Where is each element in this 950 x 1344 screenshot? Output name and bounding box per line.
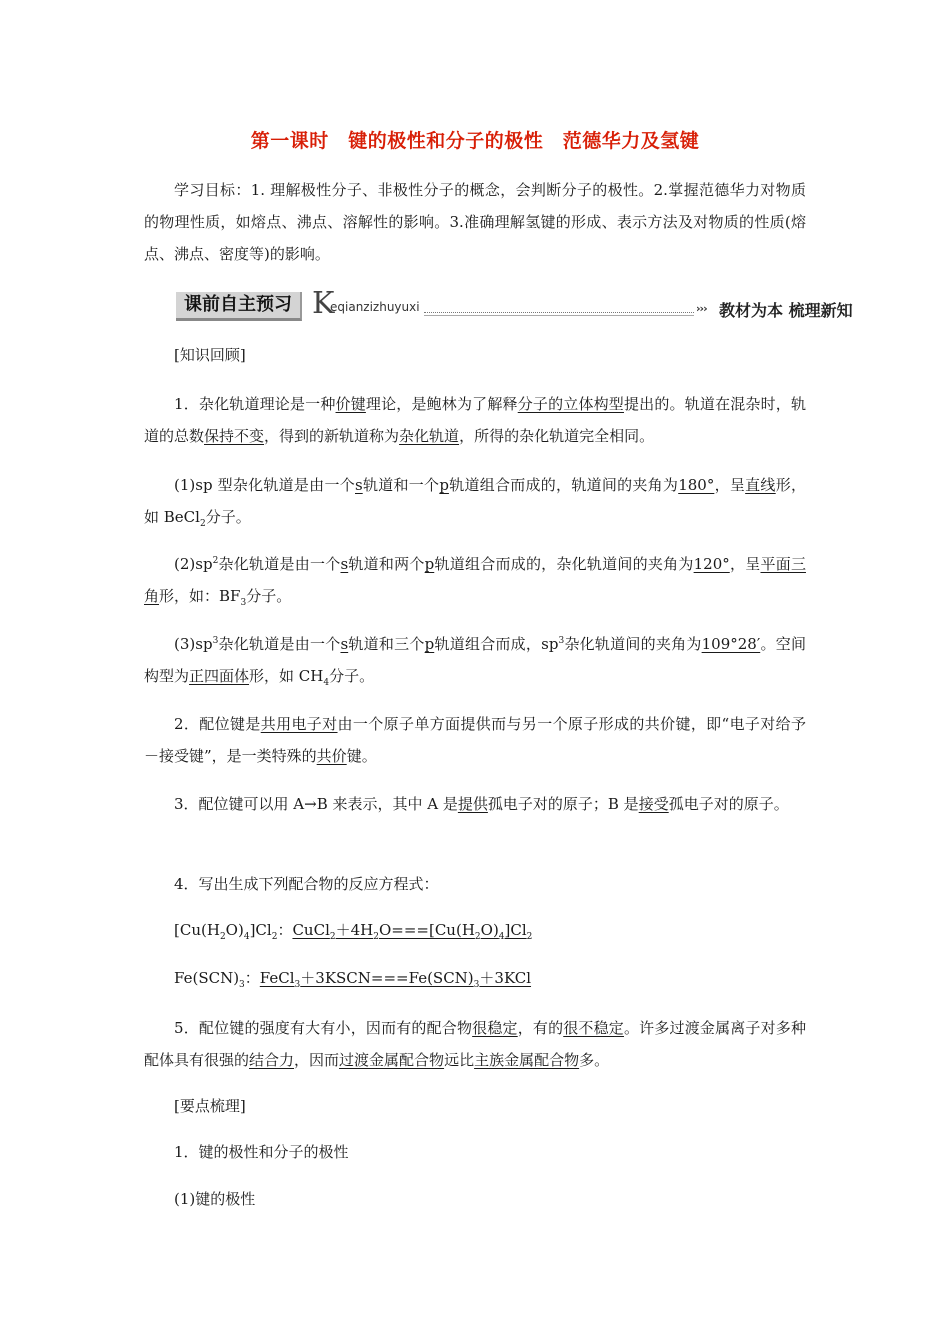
- banner-k-letter: K: [312, 286, 335, 321]
- banner-divider: [424, 312, 694, 313]
- lesson-title: 第一课时 键的极性和分子的极性 范德华力及氢键: [250, 130, 700, 152]
- banner-arrows-icon: ›››: [696, 302, 707, 315]
- section-header-review: [知识回顾]: [174, 346, 246, 364]
- paragraph-a-to-b: 3．配位键可以用 A→B 来表示，其中 A 是提供孤电子对的原子；B 是接受孤电子对的原子。: [174, 795, 789, 813]
- section-header-points: [要点梳理]: [174, 1097, 246, 1115]
- section-banner: [176, 286, 853, 324]
- paragraph-coordinate-bond: 2．配位键是共用电子对由一个原子单方面提供而与另一个原子形成的共价键，即“电子对给予－接受键”，是一类特殊的共价键。: [144, 715, 807, 765]
- banner-label: 课前自主预习: [176, 292, 302, 321]
- point-heading-1-1: (1)键的极性: [174, 1190, 256, 1208]
- paragraph-sp2: $(2)sp^2$杂化轨道是由一个s轨道和两个p轨道组合而成的，杂化轨道间的夹角为120°，呈平面三角形，如：$BF_3$分子。: [144, 555, 806, 608]
- banner-divider-solid: [424, 315, 694, 316]
- paragraph-hybrid-orbital: 1．杂化轨道理论是一种价键理论，是鲍林为了解释分子的立体构型提出的。轨道在混杂时，轨道的总数保持不变，得到的新轨道称为杂化轨道，所得的杂化轨道完全相同。: [144, 395, 806, 445]
- point-heading-1: 1．键的极性和分子的极性: [174, 1143, 349, 1161]
- equation-cu-complex: $[Cu(H_2O)_4]Cl_2$：$CuCl_2+4H_2O===[Cu(H_2O)_4]Cl_2$: [174, 921, 533, 942]
- paragraph-sp3: $(3)sp^3$杂化轨道是由一个s轨道和三个p轨道组合而成，$sp^3$杂化轨道间的夹角为109°28′。空间构型为正四面体形，如 $CH_4$分子。: [144, 635, 806, 688]
- learning-objectives: 学习目标：1. 理解极性分子、非极性分子的概念，会判断分子的极性。2.掌握范德华力对物质的物理性质，如熔点、沸点、溶解性的影响。3.准确理解氢键的形成、表示方法及对物质的性质(熔点、沸点、密度等)的影响。: [144, 181, 806, 263]
- equation-fe-complex: $Fe(SCN)_3$：$FeCl_3+3KSCN===Fe(SCN)_3+3KCl$: [174, 969, 532, 990]
- paragraph-sp: (1)sp 型杂化轨道是由一个s轨道和一个p轨道组合而成的，轨道间的夹角为180°，呈直线形，如 BeCl$_2$分子。: [144, 476, 806, 529]
- banner-slogan: 教材为本 梳理新知: [719, 301, 853, 320]
- banner-pinyin: eqianzizhuyuxi: [330, 300, 420, 314]
- paragraph-bond-strength: 5．配位键的强度有大有小，因而有的配合物很稳定，有的很不稳定。许多过渡金属离子对多种配体具有很强的结合力，因而过渡金属配合物远比主族金属配合物多。: [144, 1019, 806, 1069]
- paragraph-equations-intro: 4．写出生成下列配合物的反应方程式：: [174, 875, 439, 893]
